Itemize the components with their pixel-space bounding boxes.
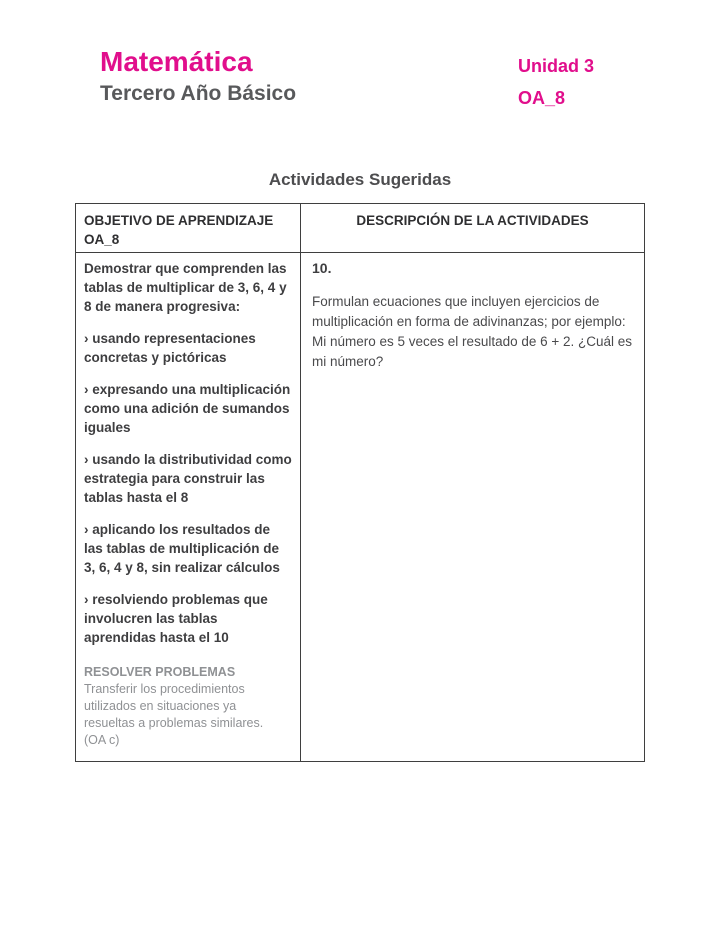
objective-bullet-3: › usando la distributividad como estrategia para construir las tablas hasta el 8 bbox=[84, 452, 292, 505]
column-header-description: DESCRIPCIÓN DE LA ACTIVIDADES bbox=[301, 204, 645, 253]
activity-number: 10. bbox=[312, 260, 332, 276]
table-header-row bbox=[76, 204, 645, 253]
subject-title: Matemática bbox=[100, 46, 253, 77]
column-header-objective: OBJETIVO DE APRENDIZAJE OA_8 bbox=[76, 204, 301, 253]
header-right-block bbox=[518, 50, 594, 114]
skill-block bbox=[84, 664, 292, 749]
objective-bullet-5: › resolviendo problemas que involucren las tablas aprendidas hasta el 10 bbox=[84, 592, 268, 645]
header-left-block bbox=[100, 44, 720, 107]
section-title: Actividades Sugeridas bbox=[268, 170, 452, 189]
unit-label: Unidad 3 bbox=[518, 56, 595, 76]
objective-intro: Demostrar que comprenden las tablas de multiplicar de 3, 6, 4 y 8 de manera progresiva: bbox=[84, 261, 287, 314]
oa-code-label: OA_8 bbox=[518, 88, 566, 108]
grade-subtitle: Tercero Año Básico bbox=[100, 82, 297, 105]
skill-description: Transferir los procedimientos utilizados en situaciones ya resueltas a problemas similares. bbox=[84, 682, 264, 730]
activity-cell bbox=[301, 253, 645, 762]
skill-title: RESOLVER PROBLEMAS bbox=[84, 665, 236, 679]
objective-bullet-4: › aplicando los resultados de las tablas de multiplicación de 3, 6, 4 y 8, sin realizar cálculos bbox=[84, 522, 280, 575]
objective-cell bbox=[76, 253, 301, 762]
table-body-row bbox=[76, 253, 645, 762]
activities-table bbox=[75, 203, 645, 762]
activity-description: Formulan ecuaciones que incluyen ejercicios de multiplicación en forma de adivinanzas; por ejemplo: Mi número es 5 veces el resultado de 6 + 2. ¿Cuál es mi número? bbox=[312, 294, 633, 369]
skill-oa-code: (OA c) bbox=[84, 733, 120, 747]
document-header bbox=[0, 0, 720, 120]
objective-bullet-2: › expresando una multiplicación como una adición de sumandos iguales bbox=[84, 382, 291, 435]
objective-bullet-1: › usando representaciones concretas y pictóricas bbox=[84, 331, 256, 365]
